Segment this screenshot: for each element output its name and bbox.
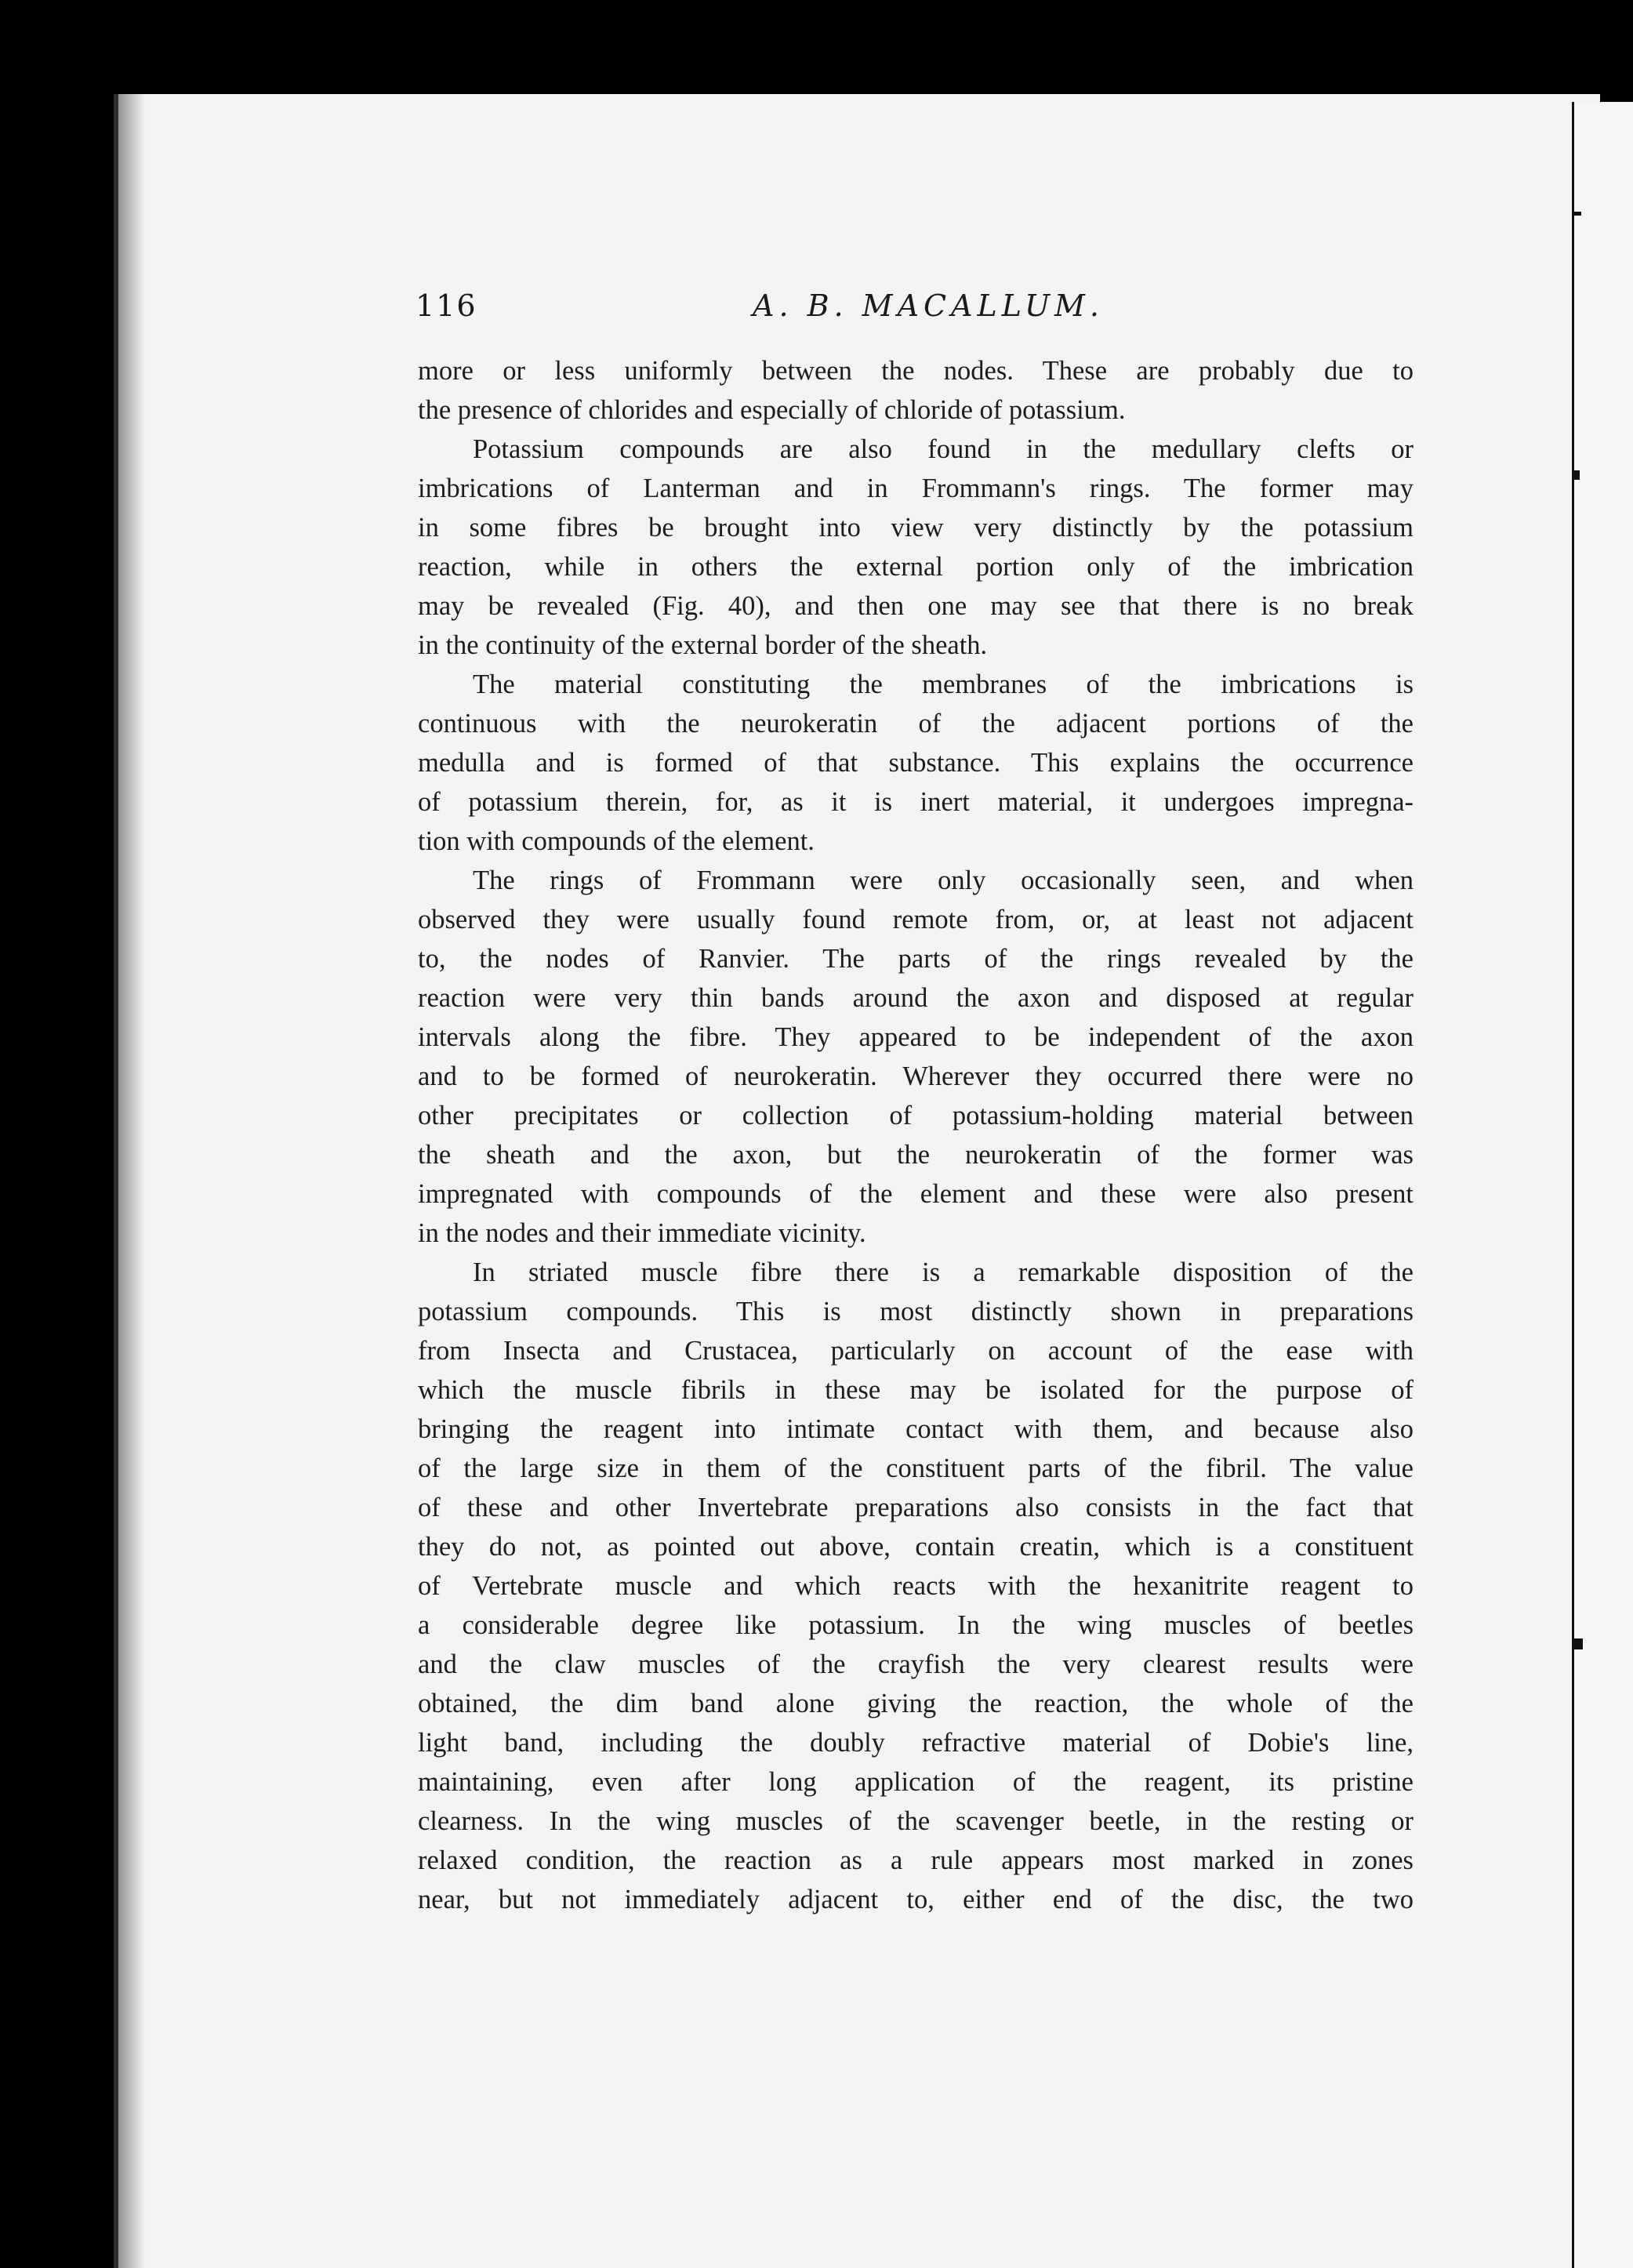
text-line: other precipitates or collection of potassium-holding material between: [418, 1101, 1413, 1130]
edge-mark: [1572, 212, 1581, 216]
text-line: Potassium compounds are also found in the medullary clefts or: [473, 434, 1413, 464]
edge-mark: [1572, 470, 1580, 480]
text-line: of these and other Invertebrate preparations also consists in the fact that: [418, 1493, 1413, 1522]
text-line: in the nodes and their immediate vicinity.: [418, 1218, 866, 1248]
text-line: relaxed condition, the reaction as a rule appears most marked in zones: [418, 1845, 1413, 1875]
text-line: potassium compounds. This is most distinctly shown in preparations: [418, 1297, 1413, 1326]
text-line: the presence of chlorides and especially of chloride of potassium.: [418, 395, 1126, 425]
text-line: a considerable degree like potassium. In the wing muscles of beetles: [418, 1610, 1413, 1640]
text-line: The rings of Frommann were only occasionally seen, and when: [473, 865, 1413, 895]
text-line: in some fibres be brought into view very distinctly by the potassium: [418, 513, 1413, 543]
body-text: [418, 351, 1413, 1919]
text-line: which the muscle fibrils in these may be isolated for the purpose of: [418, 1375, 1413, 1405]
text-line: more or less uniformly between the nodes. These are probably due to: [418, 356, 1413, 386]
page-gutter-shadow: [114, 94, 145, 2268]
text-line: from Insecta and Crustacea, particularly on account of the ease with: [418, 1336, 1413, 1366]
text-line: of the large size in them of the constituent parts of the fibril. The value: [418, 1453, 1413, 1483]
text-line: the sheath and the axon, but the neurokeratin of the former was: [418, 1140, 1413, 1170]
text-line: reaction were very thin bands around the axon and disposed at regular: [418, 983, 1413, 1013]
text-line: in the continuity of the external border of the sheath.: [418, 630, 988, 660]
text-line: and to be formed of neurokeratin. Wherever they occurred there were no: [418, 1061, 1413, 1091]
page-number: 116: [416, 288, 477, 323]
text-line: maintaining, even after long application of the reagent, its pristine: [418, 1767, 1413, 1797]
text-line: imbrications of Lanterman and in Frommann's rings. The former may: [418, 474, 1413, 503]
text-line: to, the nodes of Ranvier. The parts of the rings revealed by the: [418, 944, 1413, 974]
text-line: light band, including the doubly refractive material of Dobie's line,: [418, 1728, 1413, 1758]
text-line: intervals along the fibre. They appeared to be independent of the axon: [418, 1022, 1413, 1052]
text-line: reaction, while in others the external portion only of the imbrication: [418, 552, 1413, 582]
text-line: and the claw muscles of the crayfish the very clearest results were: [418, 1649, 1413, 1679]
text-line: they do not, as pointed out above, contain creatin, which is a constituent: [418, 1532, 1413, 1562]
text-line: clearness. In the wing muscles of the scavenger beetle, in the resting or: [418, 1806, 1413, 1836]
text-line: tion with compounds of the element.: [418, 826, 815, 856]
text-line: bringing the reagent into intimate contact with them, and because also: [418, 1414, 1413, 1444]
text-line: may be revealed (Fig. 40), and then one may see that there is no break: [418, 591, 1413, 621]
facing-page-edge: [1572, 102, 1633, 2268]
text-line: obtained, the dim band alone giving the reaction, the whole of the: [418, 1689, 1413, 1718]
text-line: The material constituting the membranes of the imbrications is: [473, 670, 1413, 699]
running-title: A. B. MACALLUM.: [753, 288, 1104, 323]
edge-mark: [1572, 1638, 1583, 1649]
text-line: continuous with the neurokeratin of the adjacent portions of the: [418, 709, 1413, 738]
text-line: of Vertebrate muscle and which reacts with the hexanitrite reagent to: [418, 1571, 1413, 1601]
text-line: observed they were usually found remote from, or, at least not adjacent: [418, 905, 1413, 934]
text-line: In striated muscle fibre there is a remarkable disposition of the: [473, 1257, 1413, 1287]
text-line: impregnated with compounds of the element and these were also present: [418, 1179, 1413, 1209]
running-header: [416, 288, 1419, 336]
text-line: of potassium therein, for, as it is inert material, it undergoes impregna-: [418, 787, 1413, 817]
text-line: near, but not immediately adjacent to, either end of the disc, the two: [418, 1885, 1413, 1914]
text-line: medulla and is formed of that substance. This explains the occurrence: [418, 748, 1413, 778]
